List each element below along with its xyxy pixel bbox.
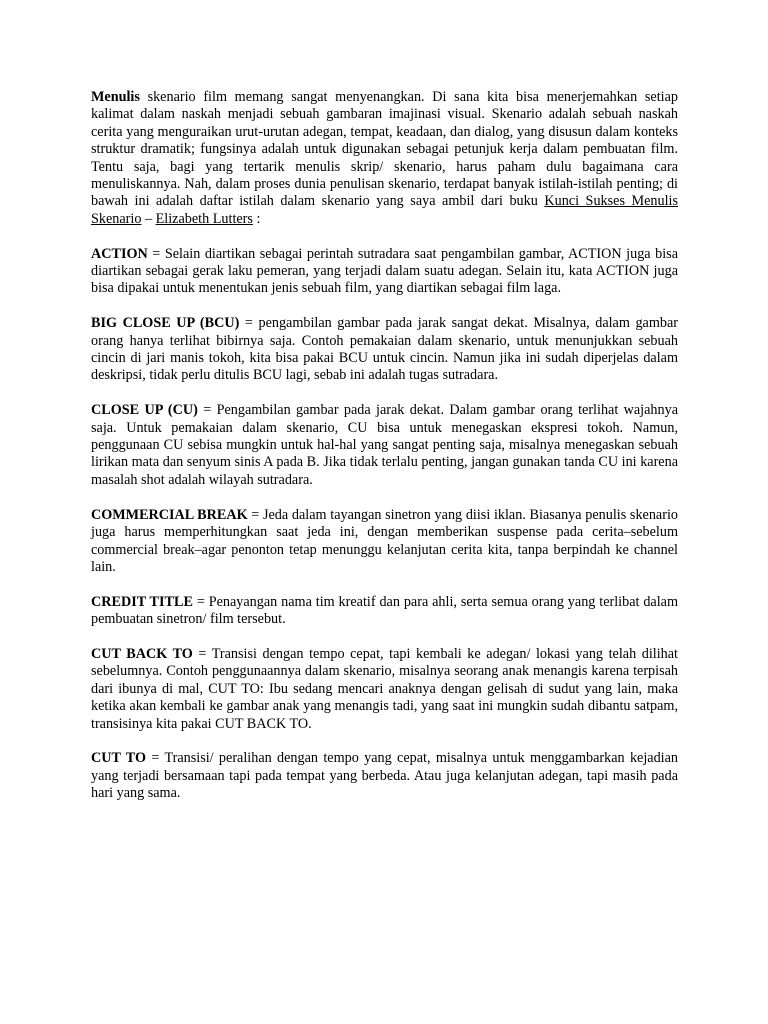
entry-definition: = Penayangan nama tim kreatif dan para ahli, serta semua orang yang terlibat dalam pembuatan sinetron/ film tersebut. — [91, 593, 679, 628]
intro-ending: : — [252, 210, 261, 227]
intro-text: skenario film memang sangat menyenangkan. Di sana kita bisa menerjemahkan setiap kalimat dalam naskah menjadi sebuah gambaran imajinasi visual. Skenario adalah sebuah naskah cerita yang menguraikan urut-urutan adegan, tempat, keadaan, dan dialog, yang disusun dalam konteks struktur dramatik; fungsinya adalah untuk digunakan sebagai petunjuk kerja dalam pembuatan film. Tentu saja, bagi yang tertarik menulis skrip/ skenario, harus paham dulu bagaimana cara menuliskannya. Nah, dalam proses dunia penulisan skenario, terdapat banyak istilah-istilah penting; di bawah ini adalah daftar istilah dalam skenario yang saya ambil dari buku — [91, 89, 678, 210]
entry-term: COMMERCIAL BREAK — [91, 506, 248, 523]
entry-term: CREDIT TITLE — [91, 593, 193, 610]
entry-term: ACTION — [91, 245, 148, 262]
entry-definition: = Transisi dengan tempo cepat, tapi kembali ke adegan/ lokasi yang telah dilihat sebelumnya. Contoh penggunaannya dalam skenario, misalnya seorang anak menangis karena terpisah dari ibunya di mal, CUT TO: Ibu sedang mencari anaknya dengan gelisah di sudut yang lain, maka ketika akan kembali ke gambar anak yang menangis tadi, yang saat ini mungkin sudah dibantu satpam, transisinya kita pakai CUT BACK TO. — [91, 645, 678, 732]
intro-lead-word: Menulis — [91, 89, 140, 105]
glossary-entry-commercial-break — [91, 507, 678, 577]
intro-separator: – — [141, 210, 156, 227]
glossary-entry-credit-title — [91, 594, 678, 629]
intro-paragraph — [91, 89, 678, 228]
book-title-link[interactable]: Kunci Sukses Menulis Skenario — [91, 193, 679, 227]
entry-term: CUT BACK TO — [91, 645, 193, 662]
entry-definition: = Jeda dalam tayangan sinetron yang diisi iklan. Biasanya penulis skenario juga harus memperhitungkan saat jeda ini, dengan memberikan suspense pada cerita–sebelum commercial break–agar penonton tetap menunggu kelanjutan cerita kita, tanpa berpindah ke channel lain. — [91, 506, 678, 575]
document-body — [91, 89, 678, 820]
author-link[interactable]: Elizabeth Lutters — [155, 210, 253, 227]
entry-definition: = Pengambilan gambar pada jarak dekat. Dalam gambar orang terlihat wajahnya saja. Untuk pemakaian dalam skenario, CU bisa untuk menegaskan ekspresi tokoh. Namun, penggunaan CU sebisa mungkin untuk hal-hal yang sangat penting saja, misalnya menegaskan sebuah lirikan mata dan senyum sinis A pada B. Jika tidak terlalu penting, jangan gunakan tanda CU ini karena masalah shot adalah wilayah sutradara. — [91, 402, 678, 488]
entry-term: CUT TO — [91, 750, 147, 767]
entry-definition: = pengambilan gambar pada jarak sangat dekat. Misalnya, dalam gambar orang hanya terlihat bibirnya saja. Contoh pemakaian dalam skenario, untuk menunjukkan sebuah cincin di jari manis tokoh, kita bisa pakai BCU untuk cincin. Namun jika ini sudah diperjelas dalam deskripsi, tidak perlu ditulis BCU lagi, sebab ini adalah tugas sutradara. — [91, 315, 678, 384]
entry-definition: = Transisi/ peralihan dengan tempo yang cepat, misalnya untuk menggambarkan kejadian yang terjadi bersamaan tapi pada tempat yang berbeda. Atau juga kelanjutan adegan, tapi masih pada hari yang sama. — [91, 750, 678, 802]
glossary-entry-action — [91, 246, 678, 298]
glossary-entry-big-close-up — [91, 315, 678, 385]
entry-definition: = Selain diartikan sebagai perintah sutradara saat pengambilan gambar, ACTION juga bisa diartikan sebagai gerak laku pemeran, yang terjadi dalam suatu adegan. Selain itu, kata ACTION juga bisa dipakai untuk menentukan jenis sebuah film, yang diartikan sebagai film laga. — [91, 245, 678, 297]
glossary-entry-cut-back-to — [91, 646, 678, 733]
entry-term: BIG CLOSE UP (BCU) — [91, 315, 240, 332]
entry-term: CLOSE UP (CU) — [91, 402, 198, 419]
glossary-entry-close-up — [91, 402, 678, 489]
glossary-entry-cut-to — [91, 750, 678, 802]
